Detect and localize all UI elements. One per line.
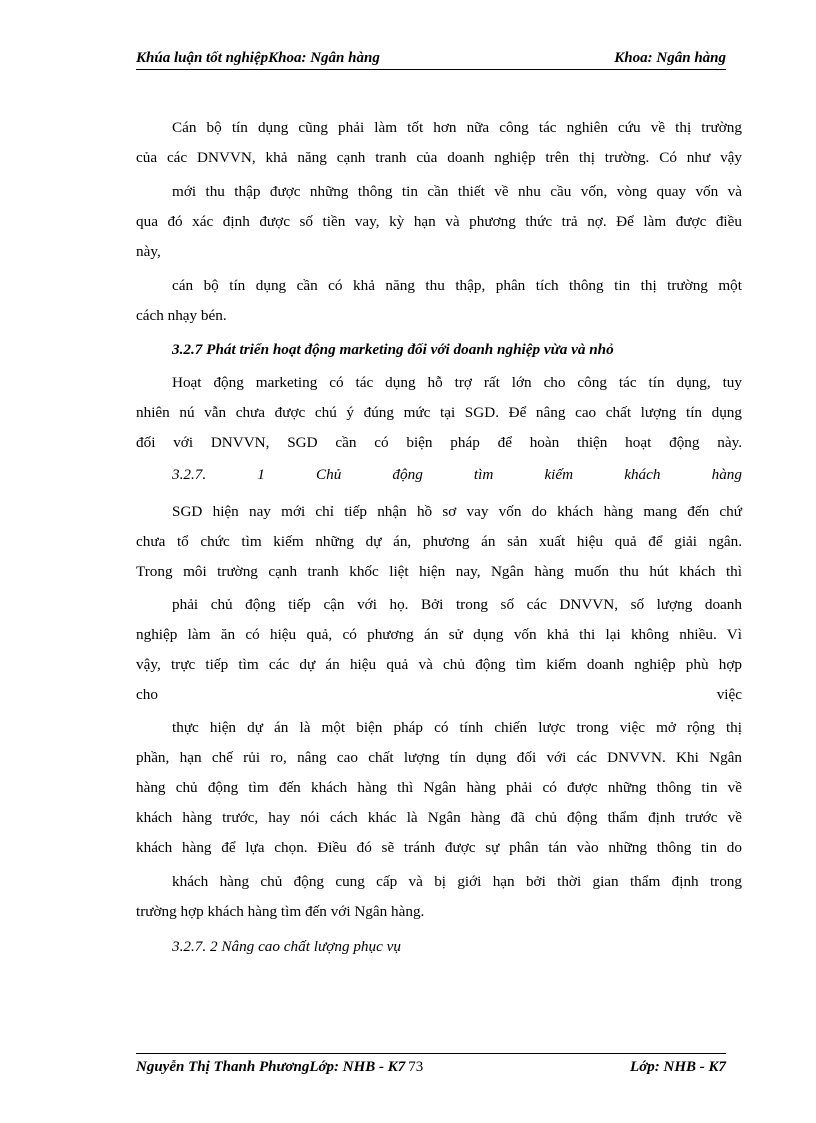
heading-word: 1 [257,466,265,483]
paragraph-line: qua đó xác định được số tiền vay, kỳ hạn và phương thức trả nợ. Để làm được điều [136,213,742,230]
line-word: việc [716,686,742,703]
footer-right: Lớp: NHB - K7 [630,1059,726,1075]
paragraph-line: chưa tổ chức tìm kiếm những dự án, phương án sản xuất hiệu quả để giải ngân. [136,533,742,550]
paragraph-line: thực hiện dự án là một biện pháp có tính chiến lược trong việc mở rộng thị [172,719,742,736]
header-right: Khoa: Ngân hàng [614,50,726,66]
line-word: cho [136,686,158,703]
paragraph-line: trường hợp khách hàng tìm đến với Ngân hàng. [136,903,425,920]
paragraph-line: Trong môi trường cạnh tranh khốc liệt hiện nay, Ngân hàng muốn thu hút khách thì [136,563,742,580]
paragraph-line: mới thu thập được những thông tin cần thiết về nhu cầu vốn, vòng quay vốn và [172,183,742,200]
paragraph-line: Cán bộ tín dụng cũng phải làm tốt hơn nữa công tác nghiên cứu về thị trường [172,119,742,136]
section-heading-3-2-7: 3.2.7 Phát triển hoạt động marketing đối với doanh nghiệp vừa và nhỏ [172,341,614,358]
paragraph-line: của các DNVVN, khả năng cạnh tranh của doanh nghiệp trên thị trường. Có như vậy [136,149,742,166]
paragraph-line: đối với DNVVN, SGD cần có biện pháp để hoàn thiện hoạt động này. [136,434,742,451]
paragraph-line: cán bộ tín dụng cần có khả năng thu thập, phân tích thông tin thị trường một [172,277,742,294]
paragraph-line: vậy, trực tiếp tìm các dự án hiệu quả và chủ động tìm kiếm doanh nghiệp phù hợp [136,656,742,673]
footer-author: Nguyễn Thị Thanh PhươngLớp: NHB - K7 [136,1059,406,1075]
paragraph-line [136,685,742,705]
heading-word: Chủ [315,466,342,483]
paragraph-line: khách hàng để lựa chọn. Điều đó sẽ tránh được sự phân tán vào những thông tin do [136,839,742,856]
paragraph-line: SGD hiện nay mới chỉ tiếp nhận hồ sơ vay vốn do khách hàng mang đến chứ [172,503,742,520]
page-header [136,50,726,70]
heading-word: khách [624,466,661,483]
paragraph-line: nghiệp làm ăn có hiệu quả, có phương án sử dụng vốn khả thi lại không nhiều. Vì [136,626,742,643]
paragraph-line: phần, hạn chế rủi ro, nâng cao chất lượng tín dụng đối với các DNVVN. Khi Ngân [136,749,742,766]
paragraph-line: khách hàng trước, hay nói cách khác là Ngân hàng đã chủ động thẩm định trước về [136,809,742,826]
footer-left [136,1059,423,1076]
page-footer [136,1053,726,1076]
paragraph-line: phải chủ động tiếp cận với họ. Bởi trong số các DNVVN, số lượng doanh [172,596,742,613]
heading-word: hàng [711,466,742,483]
heading-word: 3.2.7. [172,466,207,483]
paragraph-line: nhiên nú vẫn chưa được chú ý đúng mức tại SGD. Để nâng cao chất lượng tín dụng [136,404,742,421]
heading-word: tìm [473,466,494,483]
subsection-heading-3-2-7-1 [172,465,742,485]
paragraph-line: cách nhạy bén. [136,307,227,324]
heading-word: kiếm [544,466,574,483]
paragraph-line: hàng chủ động tìm đến khách hàng thì Ngân hàng phải có được những thông tin về [136,779,742,796]
heading-word: động [392,466,423,483]
header-left: Khúa luận tốt nghiệpKhoa: Ngân hàng [136,50,380,66]
page-number: 73 [408,1059,424,1075]
paragraph-line: Hoạt động marketing có tác dụng hỗ trợ rất lớn cho công tác tín dụng, tuy [172,374,742,391]
paragraph-line: này, [136,243,161,260]
paragraph-line: khách hàng chủ động cung cấp và bị giới hạn bởi thời gian thẩm định trong [172,873,742,890]
subsection-heading-3-2-7-2: 3.2.7. 2 Nâng cao chất lượng phục vụ [172,938,401,955]
